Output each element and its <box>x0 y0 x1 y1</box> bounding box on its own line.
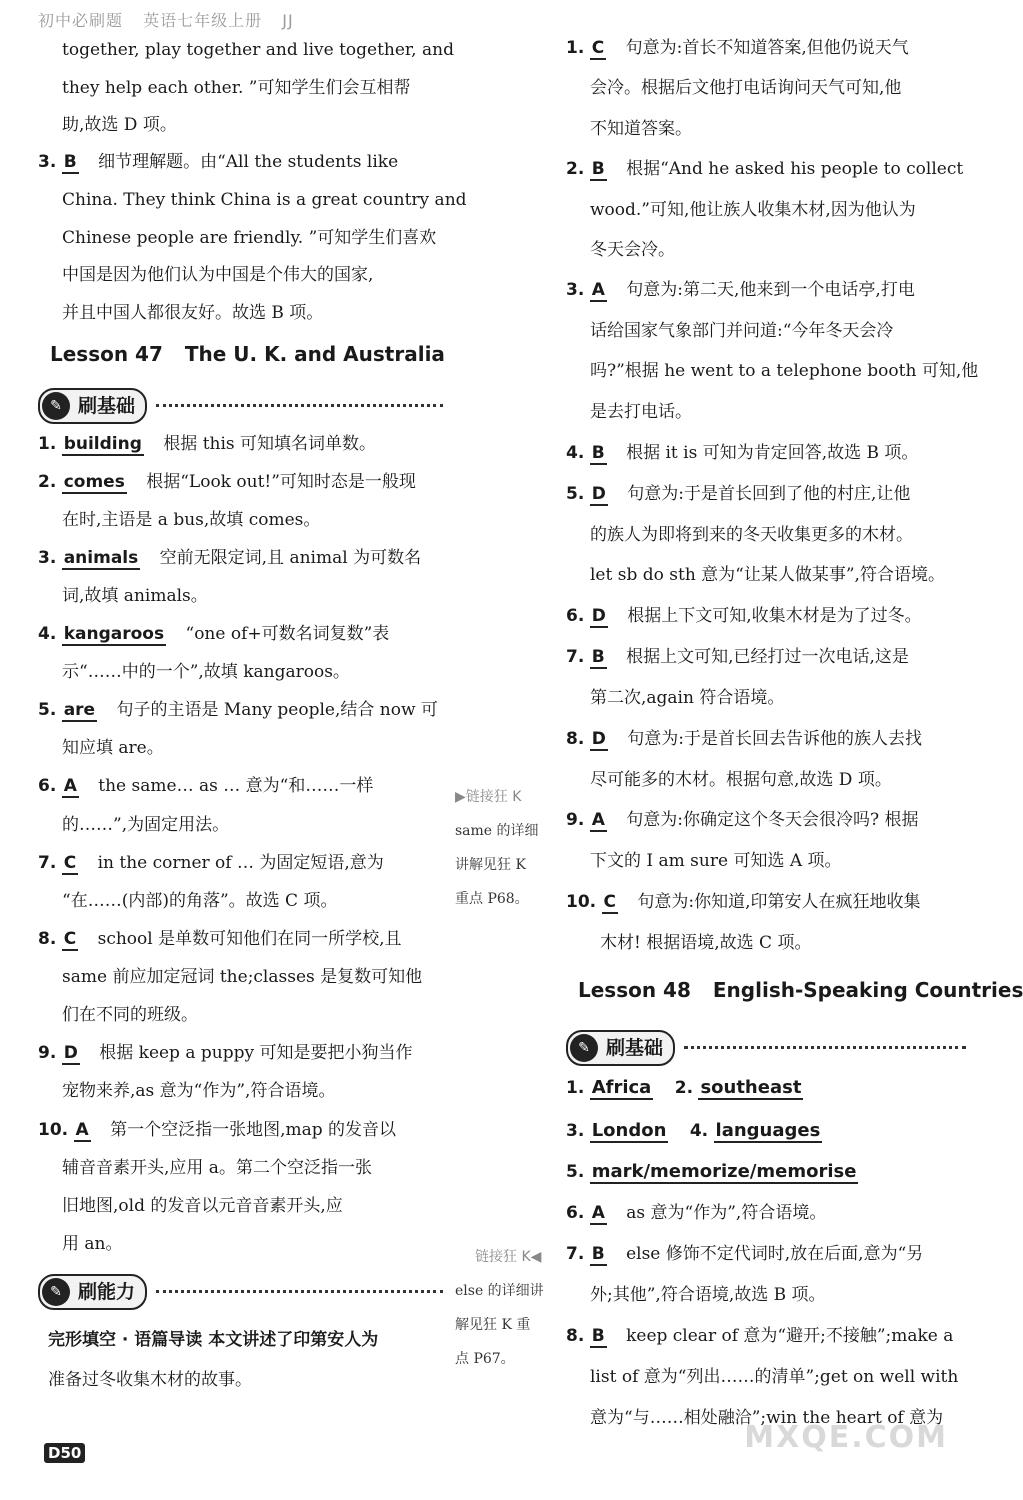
answer-item <box>38 774 373 798</box>
text-line: 会冷。根据后文他打电话询问天气可知,他 <box>590 78 902 98</box>
answer-item <box>38 432 376 456</box>
margin-note-link <box>455 1240 560 1376</box>
answer-key: A <box>75 1120 89 1140</box>
page-number: D50 <box>44 1443 85 1463</box>
answer-key: B <box>63 152 77 172</box>
lesson-title: The U. K. and Australia <box>184 342 445 366</box>
text-line: wood.”可知,他让族人收集木材,因为他认为 <box>590 200 916 220</box>
item-number: 4. <box>566 443 585 463</box>
text-line: list of 意为“列出……的清单”;get on well with <box>590 1367 959 1387</box>
answer-key: D <box>63 1043 78 1063</box>
answer-key: building <box>63 434 142 454</box>
answer-key: C <box>63 853 77 873</box>
explanation-text: 句意为:于是首长回到了他的村庄,让他 <box>627 484 911 504</box>
item-number: 8. <box>566 729 585 749</box>
badge-label: 刷能力 <box>78 1281 136 1303</box>
answer-key: B <box>591 1244 605 1264</box>
item-number: 1. <box>566 1078 585 1098</box>
answer-item <box>38 698 438 722</box>
text-line: they help each other. ”可知学生们会互相帮 <box>62 78 411 98</box>
answer-item <box>38 622 389 646</box>
text-line: 木材! 根据语境,故选 C 项。 <box>600 933 812 953</box>
explanation-text: keep clear of 意为“避开;不接触”;make a <box>626 1326 954 1346</box>
text-line: 用 an。 <box>62 1234 123 1254</box>
pen-icon: ✎ <box>570 1034 598 1062</box>
answer-key: A <box>591 280 605 300</box>
explanation-text: 空前无限定词,且 animal 为可数名 <box>159 548 422 568</box>
section-badge <box>566 1030 675 1066</box>
answer-item <box>566 441 918 465</box>
item-number: 2. <box>674 1078 694 1098</box>
text-line: together, play together and live together, and <box>62 40 454 60</box>
explanation-text: else 修饰不定代词时,放在后面,意为“另 <box>626 1244 924 1264</box>
text-line: 并且中国人都很友好。故选 B 项。 <box>62 303 324 323</box>
note-text: else 的详细讲 <box>455 1283 544 1299</box>
item-number: 9. <box>38 1043 57 1063</box>
item-number: 3. <box>566 280 585 300</box>
fill-row <box>566 1160 874 1184</box>
answer-item <box>566 157 963 181</box>
text-line: 知应填 are。 <box>62 738 164 758</box>
answer-key: are <box>63 700 96 720</box>
item-number: 8. <box>38 929 57 949</box>
text-line: 是去打电话。 <box>590 402 692 422</box>
text-line: 在时,主语是 a bus,故填 comes。 <box>62 510 321 530</box>
text-line: 第二次,again 符合语境。 <box>590 688 785 708</box>
lesson-number: Lesson 48 <box>578 978 691 1002</box>
answer-item <box>566 1242 923 1266</box>
explanation-text: 句意为:首长不知道答案,但他仍说天气 <box>625 38 909 58</box>
right-column <box>566 0 1023 1500</box>
explanation-text: 第一个空泛指一张地图,map 的发音以 <box>110 1120 397 1140</box>
text-line: 话给国家气象部门并问道:“今年冬天会冷 <box>590 321 894 341</box>
answer-item <box>38 851 384 875</box>
explanation-text: in the corner of … 为固定短语,意为 <box>97 853 384 873</box>
answer-key: A <box>63 776 77 796</box>
pen-icon: ✎ <box>42 392 70 420</box>
answer-item <box>38 470 416 494</box>
answer-key: Africa <box>591 1077 652 1098</box>
item-number: 10. <box>38 1120 69 1140</box>
fill-row <box>566 1119 838 1143</box>
answer-key: D <box>591 606 606 626</box>
answer-key: B <box>591 1326 605 1346</box>
explanation-text: 句子的主语是 Many people,结合 now 可 <box>116 700 438 720</box>
text-line: 宠物来养,as 意为“作为”,符合语境。 <box>62 1081 336 1101</box>
item-number: 7. <box>38 853 57 873</box>
item-number: 10. <box>566 892 597 912</box>
text-line: “在……(内部)的角落”。故选 C 项。 <box>62 891 338 911</box>
fill-row <box>566 1076 819 1100</box>
answer-item <box>38 1041 413 1065</box>
explanation-text: 根据“Look out!”可知时态是一般现 <box>146 472 416 492</box>
text-line: same 前应加定冠词 the;classes 是复数可知他 <box>62 967 423 987</box>
text-line: 的……”,为固定用法。 <box>62 815 230 835</box>
text-line: 中国是因为他们认为中国是个伟大的国家, <box>62 265 374 285</box>
text-line: China. They think China is a great country and <box>62 190 467 210</box>
edition-label: JJ <box>282 11 294 30</box>
dotted-divider <box>684 1046 966 1049</box>
answer-item <box>38 150 398 174</box>
lesson-title: English-Speaking Countries <box>712 978 1023 1002</box>
answer-key: languages <box>715 1120 821 1141</box>
item-number: 2. <box>566 159 585 179</box>
explanation-text: 根据 it is 可知为肯定回答,故选 B 项。 <box>626 443 919 463</box>
margin-note-link <box>455 780 560 916</box>
answer-key: A <box>591 1203 605 1223</box>
answer-key: southeast <box>700 1077 802 1098</box>
answer-item <box>566 1201 826 1225</box>
answer-item <box>566 604 922 628</box>
answer-key: comes <box>63 472 125 492</box>
subject-title: 英语七年级上册 <box>143 11 263 30</box>
note-text: same 的详细 <box>455 823 539 839</box>
item-number: 7. <box>566 1244 585 1264</box>
text-line: 下文的 I am sure 可知选 A 项。 <box>590 851 842 871</box>
answer-item <box>38 927 402 951</box>
explanation-text: 句意为:你确定这个冬天会很冷吗? 根据 <box>626 810 919 830</box>
text-line: 不知道答案。 <box>590 119 692 139</box>
text-line: let sb do sth 意为“让某人做某事”,符合语境。 <box>590 565 945 585</box>
text-line: 意为“与……相处融洽”;win the heart of 意为 <box>590 1408 944 1428</box>
text-line: 冬天会冷。 <box>590 240 675 260</box>
item-number: 5. <box>38 700 57 720</box>
lesson-heading <box>50 342 445 366</box>
explanation-text: 根据上文可知,已经打过一次电话,这是 <box>626 647 909 667</box>
item-number: 5. <box>566 484 585 504</box>
item-number: 6. <box>566 1203 585 1223</box>
item-number: 4. <box>38 624 57 644</box>
note-text: 点 P67。 <box>455 1351 515 1367</box>
item-number: 7. <box>566 647 585 667</box>
answer-key: C <box>603 892 617 912</box>
explanation-text: the same… as … 意为“和……一样 <box>98 776 374 796</box>
explanation-text: 根据上下文可知,收集木材是为了过冬。 <box>627 606 922 626</box>
item-number: 9. <box>566 810 585 830</box>
text-line: 的族人为即将到来的冬天收集更多的木材。 <box>590 525 913 545</box>
page-header <box>38 8 308 31</box>
answer-key: A <box>591 810 605 830</box>
explanation-text: 句意为:于是首长回去告诉他的族人去找 <box>627 729 922 749</box>
text-line: 旧地图,old 的发音以元音音素开头,应 <box>62 1196 343 1216</box>
answer-key: B <box>591 647 605 667</box>
item-number: 1. <box>38 434 57 454</box>
item-number: 2. <box>38 472 57 492</box>
cloze-intro: 准备过冬收集木材的故事。 <box>48 1370 252 1390</box>
answer-key: C <box>591 38 605 58</box>
dotted-divider <box>156 404 443 407</box>
link-label: 链接狂 K◀ <box>475 1249 542 1265</box>
answer-item <box>38 546 421 570</box>
text-line: 辅音音素开头,应用 a。第二个空泛指一张 <box>62 1158 372 1178</box>
cloze-intro: 完形填空 · 语篇导读 本文讲述了印第安人为 <box>48 1330 379 1350</box>
explanation-text: 句意为:第二天,他来到一个电话亭,打电 <box>626 280 915 300</box>
section-basic <box>566 1030 966 1064</box>
answer-key: D <box>591 484 606 504</box>
explanation-text: 根据“And he asked his people to collect <box>626 159 964 179</box>
explanation-text: school 是单数可知他们在同一所学校,且 <box>97 929 402 949</box>
explanation-text: 细节理解题。由“All the students like <box>98 152 399 172</box>
item-number: 3. <box>38 548 57 568</box>
text-line: 示“……中的一个”,故填 kangaroos。 <box>62 662 350 682</box>
section-badge <box>38 1274 147 1310</box>
answer-item <box>566 890 921 914</box>
book-title: 初中必刷题 <box>38 11 124 30</box>
note-text: 重点 P68。 <box>455 891 529 907</box>
section-ability <box>38 1274 443 1308</box>
item-number: 6. <box>566 606 585 626</box>
item-number: 8. <box>566 1326 585 1346</box>
text-line: 词,故填 animals。 <box>62 586 208 606</box>
watermark: MXQE.COM <box>744 1420 948 1455</box>
note-text: 解见狂 K 重 <box>455 1317 531 1333</box>
answer-item <box>38 1118 396 1142</box>
note-text: 讲解见狂 K <box>455 857 526 873</box>
badge-label: 刷基础 <box>78 395 136 417</box>
explanation-text: 根据 keep a puppy 可知是要把小狗当作 <box>99 1043 413 1063</box>
pen-icon: ✎ <box>42 1278 70 1306</box>
explanation-text: “one of+可数名词复数”表 <box>185 624 390 644</box>
lesson-heading <box>578 978 1023 1002</box>
lesson-number: Lesson 47 <box>50 342 163 366</box>
answer-key: kangaroos <box>63 624 165 644</box>
item-number: 3. <box>38 152 57 172</box>
answer-item <box>566 278 915 302</box>
answer-key: B <box>591 159 605 179</box>
answer-item <box>566 727 922 751</box>
item-number: 5. <box>566 1162 585 1182</box>
answer-item <box>566 1324 953 1348</box>
answer-item <box>566 808 919 832</box>
text-line: 们在不同的班级。 <box>62 1005 198 1025</box>
answer-key: D <box>591 729 606 749</box>
item-number: 4. <box>689 1121 709 1141</box>
answer-key: mark/memorize/memorise <box>591 1161 857 1182</box>
answer-key: animals <box>63 548 139 568</box>
item-number: 3. <box>566 1121 585 1141</box>
text-line: 助,故选 D 项。 <box>62 115 177 135</box>
explanation-text: 句意为:你知道,印第安人在疯狂地收集 <box>637 892 921 912</box>
answer-key: B <box>591 443 605 463</box>
answer-item <box>566 482 910 506</box>
text-line: 吗?”根据 he went to a telephone booth 可知,他 <box>590 361 979 381</box>
link-label: ▶链接狂 K <box>455 789 522 805</box>
section-basic <box>38 388 443 422</box>
dotted-divider <box>156 1290 443 1293</box>
answer-item <box>566 645 909 669</box>
answer-key: C <box>63 929 77 949</box>
text-line: Chinese people are friendly. ”可知学生们喜欢 <box>62 228 437 248</box>
badge-label: 刷基础 <box>606 1037 664 1059</box>
text-line: 外;其他”,符合语境,故选 B 项。 <box>590 1285 826 1305</box>
explanation-text: as 意为“作为”,符合语境。 <box>626 1203 827 1223</box>
item-number: 6. <box>38 776 57 796</box>
explanation-text: 根据 this 可知填名词单数。 <box>163 434 377 454</box>
section-badge <box>38 388 147 424</box>
item-number: 1. <box>566 38 585 58</box>
answer-key: London <box>591 1120 667 1141</box>
answer-item <box>566 36 909 60</box>
text-line: 尽可能多的木材。根据句意,故选 D 项。 <box>590 770 892 790</box>
